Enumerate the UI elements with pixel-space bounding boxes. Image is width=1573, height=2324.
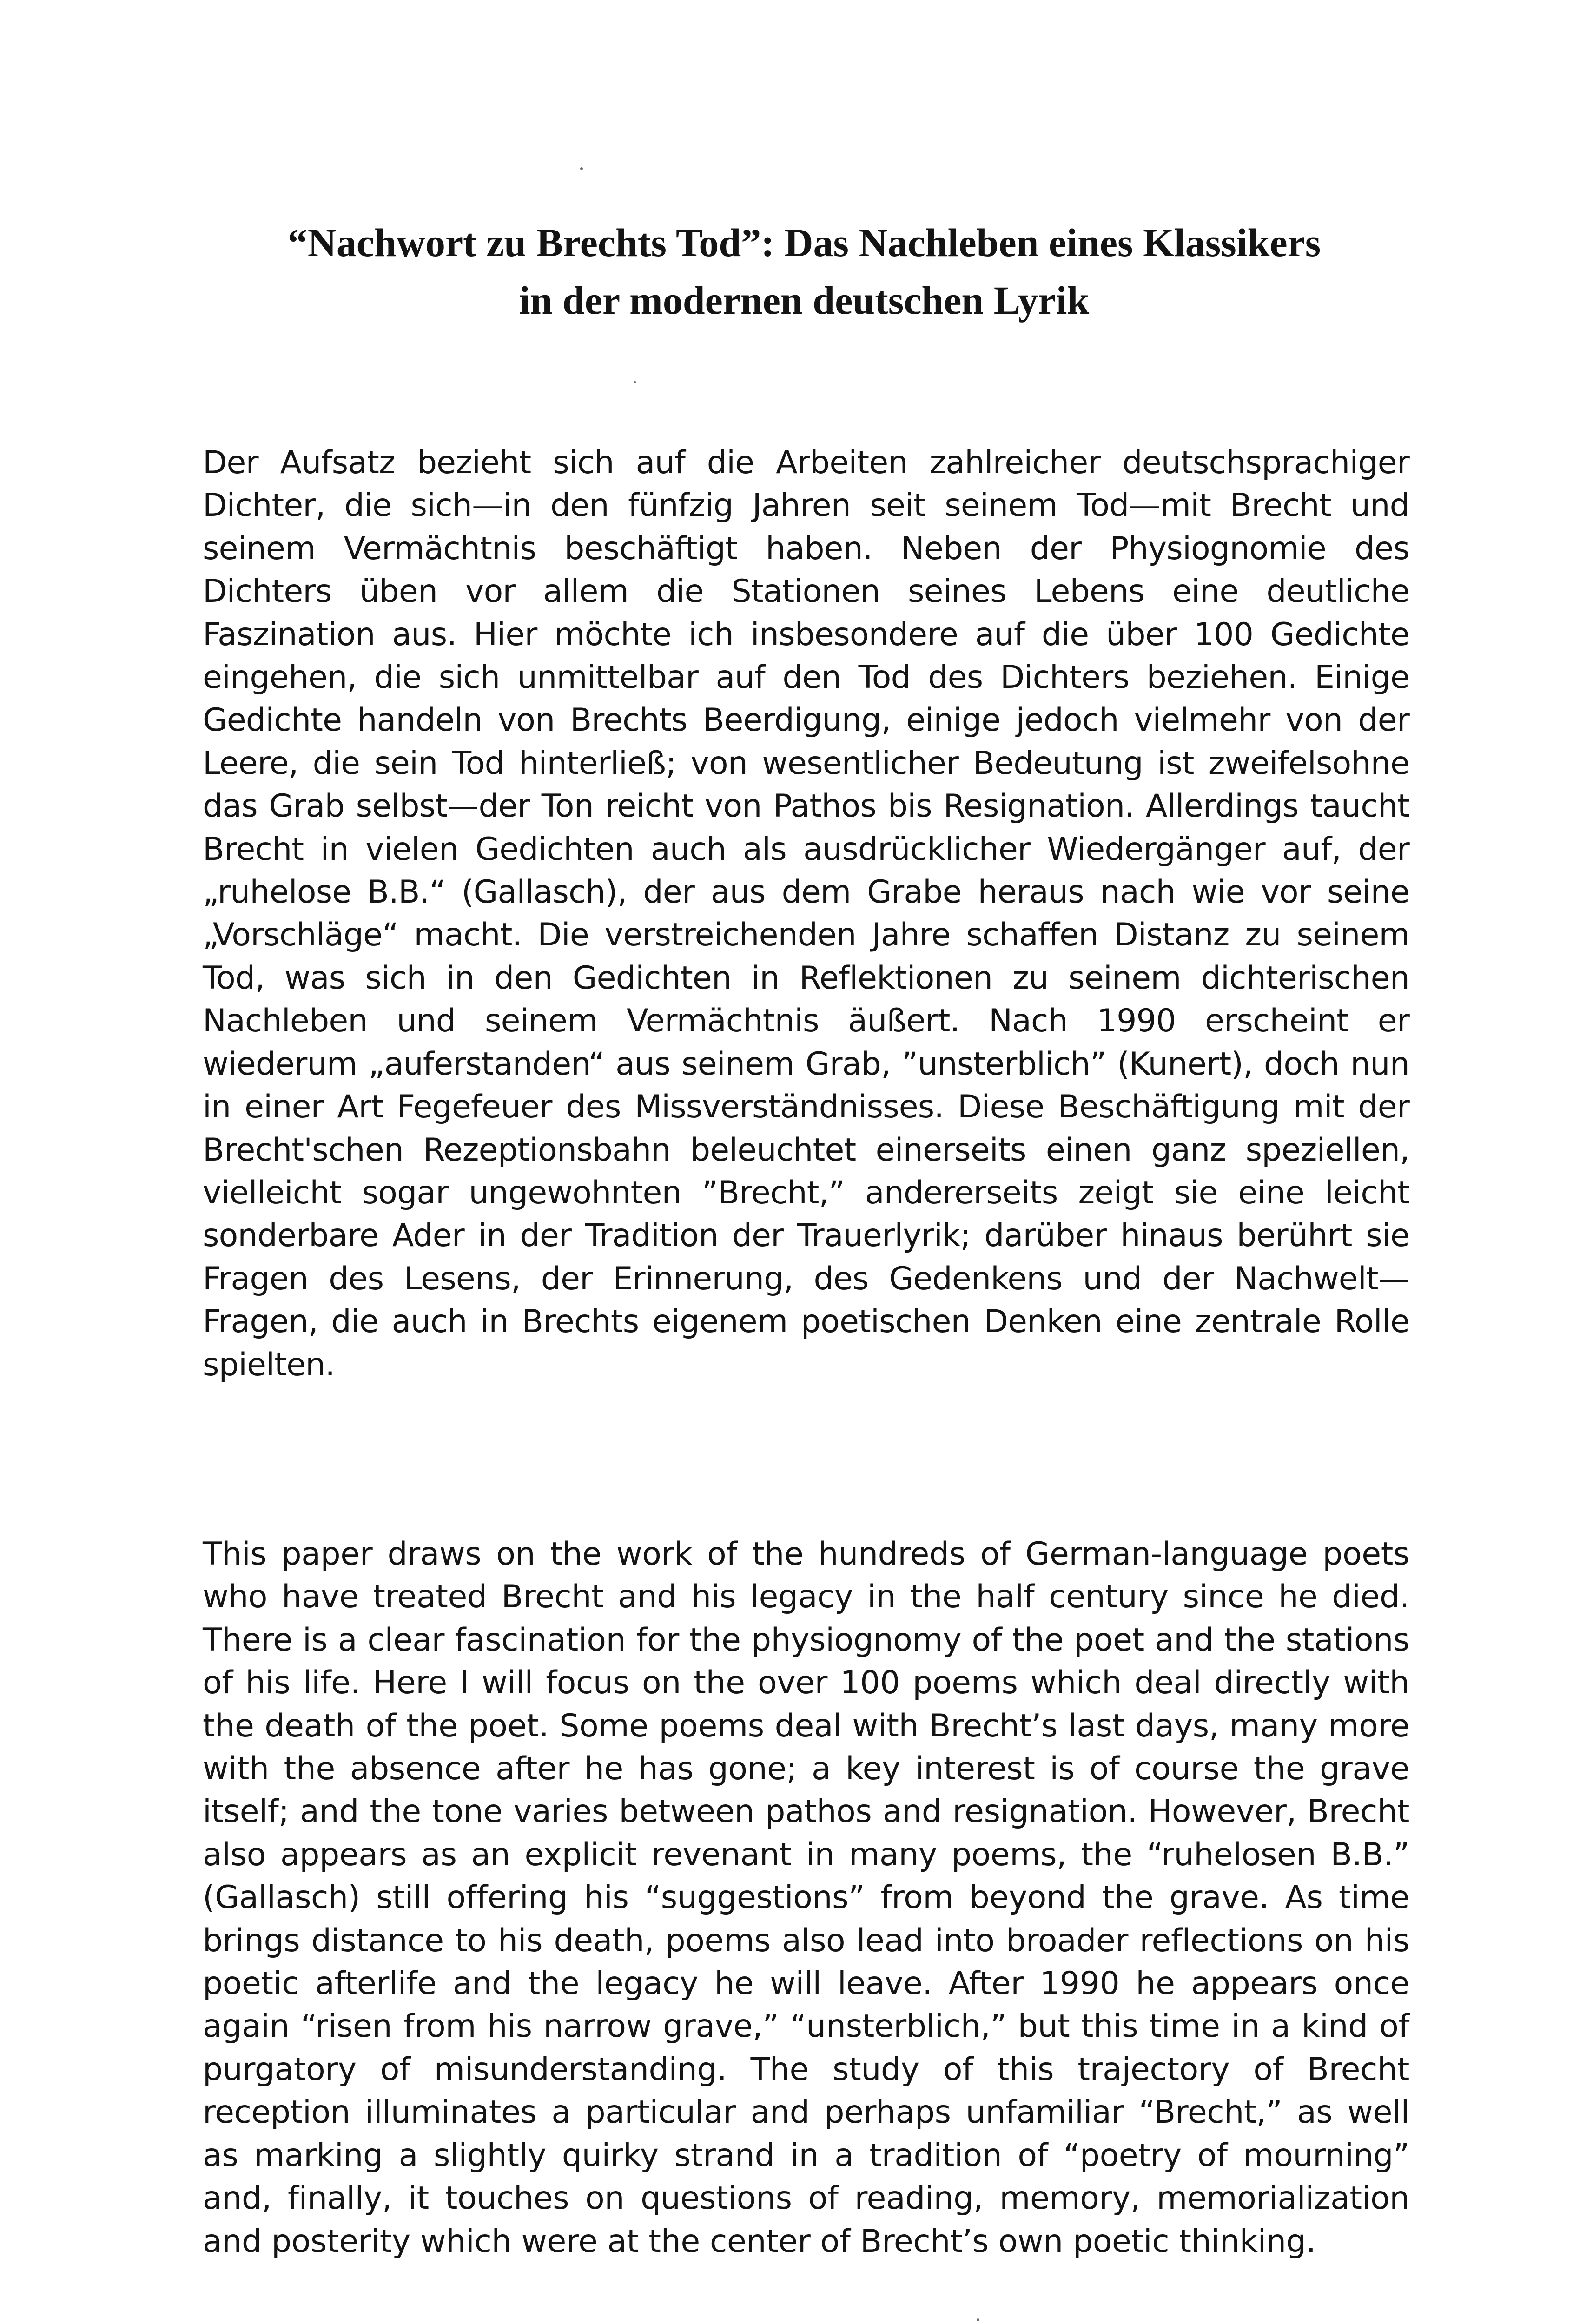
abstract-german: Der Aufsatz bezieht sich auf die Arbeiten zahlreicher deutschsprachiger Dichter, die sich—in den fünfzig Jahren seit seinem Tod—mit Brecht und seinem Vermächtnis beschäftigt haben. Neben der Physiognomie des Dichters üben vor allem die Stationen seines Lebens eine deutliche Faszination aus. Hier möchte ich insbesondere auf die über 100 Gedichte eingehen, die sich unmittelbar auf den Tod des Dichters beziehen. Einige Gedichte handeln von Brechts Beerdigung, einige jedoch vielmehr von der Leere, die sein Tod hinterließ; von wesentlicher Bedeutung ist zweifelsohne das Grab selbst—der Ton reicht von Pathos bis Resignation. Allerdings taucht Brecht in vielen Gedichten auch als ausdrücklicher Wiedergänger auf, der „ruhelose B.B.“ (Gallasch), der aus dem Grabe heraus nach wie vor seine „Vorschläge“ macht. Die verstreichenden Jahre schaffen Distanz zu seinem Tod, was sich in den Gedichten in Reflektionen zu seinem dichterischen Nachleben und seinem Vermächtnis äußert. Nach 1990 erscheint er wiederum „auferstanden“ aus seinem Grab, ”unsterblich” (Kunert), doch nun in einer Art Fegefeuer des Missverständnisses. Diese Beschäftigung mit der Brecht'schen Rezeptionsbahn beleuchtet einerseits einen ganz speziellen, vielleicht sogar ungewohnten ”Brecht,” andererseits zeigt sie eine leicht sonderbare Ader in der Tradition der Trauerlyrik; darüber hinaus berührt sie Fragen des Lesens, der Erinnerung, des Gedenkens und der Nachwelt—Fragen, die auch in Brechts eigenem poetischen Denken eine zentrale Rolle spielten.	[203, 444, 1409, 1383]
scan-speck-mid	[634, 381, 636, 383]
paper-title-line-2: in der modernen deutschen Lyrik	[519, 278, 1090, 323]
paper-title	[200, 214, 1408, 329]
scan-speck-bottom	[977, 2318, 979, 2321]
paper-title-line-1: “Nachwort zu Brechts Tod”: Das Nachleben eines Klassikers	[287, 220, 1321, 265]
scan-speck-top	[580, 167, 583, 170]
abstract-english: This paper draws on the work of the hundreds of German-language poets who have treated Brecht and his legacy in the half century since he died. There is a clear fascination for the physiognomy of the poet and the stations of his life. Here I will focus on the over 100 poems which deal directly with the death of the poet. Some poems deal with Brecht’s last days, many more with the absence after he has gone; a key interest is of course the grave itself; and the tone varies between pathos and resignation. However, Brecht also appears as an explicit revenant in many poems, the “ruhelosen B.B.” (Gallasch) still offering his “suggestions” from beyond the grave. As time brings distance to his death, poems also lead into broader reflections on his poetic afterlife and the legacy he will leave. After 1990 he appears once again “risen from his narrow grave,” “unsterblich,” but this time in a kind of purgatory of misunderstanding. The study of this trajectory of Brecht reception illuminates a particular and perhaps unfamiliar “Brecht,” as well as marking a slightly quirky strand in a tradition of “poetry of mourning” and, finally, it touches on questions of reading, memory, memorialization and posterity which were at the center of Brecht’s own poetic thinking.	[203, 1536, 1409, 2260]
